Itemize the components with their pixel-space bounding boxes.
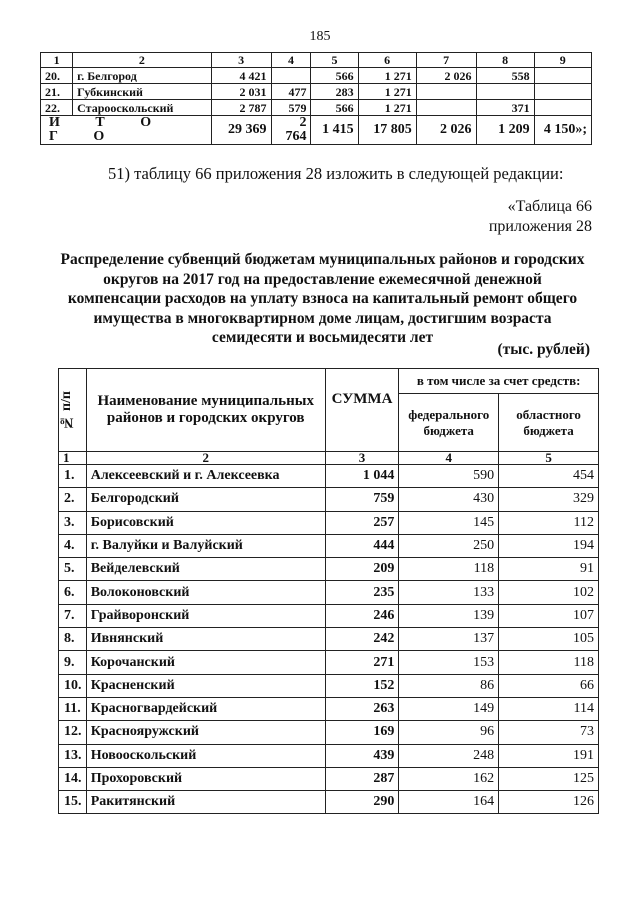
regional-cell: 126 xyxy=(499,791,599,814)
appendix-reference: приложения 28 xyxy=(488,218,592,235)
district-name: Корочанский xyxy=(86,651,325,674)
header-sum: СУММА xyxy=(325,369,399,452)
district-name: Вейделевский xyxy=(86,558,325,581)
sum-cell: 1 044 xyxy=(325,465,399,488)
sum-cell: 759 xyxy=(325,488,399,511)
sum-cell: 439 xyxy=(325,744,399,767)
row-number: 11. xyxy=(59,697,87,720)
sum-cell: 290 xyxy=(325,791,399,814)
value-cell xyxy=(476,84,534,100)
row-number: 3. xyxy=(59,511,87,534)
units-label: (тыс. рублей) xyxy=(497,341,590,358)
col-number: 5 xyxy=(311,53,358,68)
district-name: Красненский xyxy=(86,674,325,697)
sum-cell: 444 xyxy=(325,534,399,557)
header-number-text: № п/п xyxy=(59,390,74,430)
header-regional: областного бюджета xyxy=(499,394,599,452)
total-value: 29 369 xyxy=(211,116,271,145)
table-row xyxy=(41,100,592,116)
value-cell: 4 421 xyxy=(211,68,271,84)
value-cell: 1 271 xyxy=(358,84,416,100)
table-row xyxy=(59,488,599,511)
regional-cell: 114 xyxy=(499,697,599,720)
row-number: 20. xyxy=(41,68,73,84)
sum-cell: 235 xyxy=(325,581,399,604)
value-cell: 558 xyxy=(476,68,534,84)
district-name: г. Валуйки и Валуйский xyxy=(86,534,325,557)
header-row xyxy=(59,369,599,394)
sum-cell: 246 xyxy=(325,604,399,627)
row-number: 22. xyxy=(41,100,73,116)
federal-cell: 86 xyxy=(399,674,499,697)
federal-cell: 248 xyxy=(399,744,499,767)
federal-cell: 139 xyxy=(399,604,499,627)
table-row xyxy=(59,604,599,627)
row-number: 5. xyxy=(59,558,87,581)
row-number: 14. xyxy=(59,767,87,790)
regional-cell: 118 xyxy=(499,651,599,674)
col-number: 7 xyxy=(416,53,476,68)
column-number-row xyxy=(59,452,599,465)
table-row xyxy=(59,558,599,581)
row-number: 13. xyxy=(59,744,87,767)
col-number: 4 xyxy=(271,53,311,68)
regional-cell: 194 xyxy=(499,534,599,557)
row-number: 7. xyxy=(59,604,87,627)
value-cell: 371 xyxy=(476,100,534,116)
table-row xyxy=(59,744,599,767)
sum-cell: 271 xyxy=(325,651,399,674)
value-cell: 2 031 xyxy=(211,84,271,100)
amendment-instruction: 51) таблицу 66 приложения 28 изложить в следующей редакции: xyxy=(108,164,564,183)
col-number: 2 xyxy=(73,53,212,68)
value-cell xyxy=(534,100,591,116)
row-number: 9. xyxy=(59,651,87,674)
value-cell xyxy=(534,84,591,100)
district-name: Красногвардейский xyxy=(86,697,325,720)
regional-cell: 91 xyxy=(499,558,599,581)
table-row xyxy=(59,581,599,604)
value-cell xyxy=(534,68,591,84)
regional-cell: 73 xyxy=(499,721,599,744)
col-number: 1 xyxy=(41,53,73,68)
value-cell: 566 xyxy=(311,100,358,116)
regional-cell: 191 xyxy=(499,744,599,767)
regional-cell: 102 xyxy=(499,581,599,604)
col-number: 8 xyxy=(476,53,534,68)
district-name: Старооскольский xyxy=(73,100,212,116)
table-row xyxy=(59,767,599,790)
federal-cell: 149 xyxy=(399,697,499,720)
sum-cell: 152 xyxy=(325,674,399,697)
header-federal: федерального бюджета xyxy=(399,394,499,452)
district-name: Краснояружский xyxy=(86,721,325,744)
sum-cell: 263 xyxy=(325,697,399,720)
federal-cell: 430 xyxy=(399,488,499,511)
value-cell: 1 271 xyxy=(358,100,416,116)
federal-cell: 250 xyxy=(399,534,499,557)
value-cell xyxy=(416,84,476,100)
federal-cell: 145 xyxy=(399,511,499,534)
district-name: Ивнянский xyxy=(86,628,325,651)
value-cell: 1 271 xyxy=(358,68,416,84)
row-number: 4. xyxy=(59,534,87,557)
total-value: 1 415 xyxy=(311,116,358,145)
col-number: 6 xyxy=(358,53,416,68)
total-value: 17 805 xyxy=(358,116,416,145)
row-number: 8. xyxy=(59,628,87,651)
regional-cell: 112 xyxy=(499,511,599,534)
total-label: И Т О Г О xyxy=(41,116,212,145)
table-row xyxy=(41,84,592,100)
table-row xyxy=(41,68,592,84)
sum-cell: 287 xyxy=(325,767,399,790)
district-name: Новооскольский xyxy=(86,744,325,767)
district-name: Борисовский xyxy=(86,511,325,534)
federal-cell: 162 xyxy=(399,767,499,790)
row-number: 10. xyxy=(59,674,87,697)
total-value: 2 026 xyxy=(416,116,476,145)
federal-cell: 153 xyxy=(399,651,499,674)
table-title: Распределение субвенций бюджетам муниципальных районов и городских округов на 2017 год на предоставление ежемесячной денежной компенсации расходов на уплату взноса на капитальный ремонт общего имущества в многоквартирном доме лицам, достигшим возраста семидесяти и восьмидесяти лет xyxy=(60,251,585,346)
table-row xyxy=(59,697,599,720)
col-number: 3 xyxy=(211,53,271,68)
federal-cell: 96 xyxy=(399,721,499,744)
federal-cell: 164 xyxy=(399,791,499,814)
table-row xyxy=(59,511,599,534)
row-number: 6. xyxy=(59,581,87,604)
col-number: 1 xyxy=(59,452,87,465)
value-cell: 566 xyxy=(311,68,358,84)
value-cell: 579 xyxy=(271,100,311,116)
district-name: Алексеевский и г. Алексеевка xyxy=(86,465,325,488)
value-cell: 477 xyxy=(271,84,311,100)
subvention-table xyxy=(58,368,599,814)
total-row xyxy=(41,116,592,145)
value-cell: 283 xyxy=(311,84,358,100)
federal-cell: 118 xyxy=(399,558,499,581)
district-name: Белгородский xyxy=(86,488,325,511)
total-value: 1 209 xyxy=(476,116,534,145)
table-row xyxy=(59,534,599,557)
district-name: Губкинский xyxy=(73,84,212,100)
col-number: 5 xyxy=(499,452,599,465)
row-number: 2. xyxy=(59,488,87,511)
row-number: 21. xyxy=(41,84,73,100)
federal-cell: 133 xyxy=(399,581,499,604)
col-number: 3 xyxy=(325,452,399,465)
federal-cell: 137 xyxy=(399,628,499,651)
regional-cell: 329 xyxy=(499,488,599,511)
district-name: Ракитянский xyxy=(86,791,325,814)
district-name: г. Белгород xyxy=(73,68,212,84)
regional-cell: 454 xyxy=(499,465,599,488)
column-number-row xyxy=(41,53,592,68)
header-number xyxy=(59,369,87,452)
table-row xyxy=(59,465,599,488)
regional-cell: 105 xyxy=(499,628,599,651)
table-row xyxy=(59,628,599,651)
district-name: Грайворонский xyxy=(86,604,325,627)
value-cell: 2 787 xyxy=(211,100,271,116)
table-reference: «Таблица 66 xyxy=(507,198,592,215)
row-number: 12. xyxy=(59,721,87,744)
sum-cell: 257 xyxy=(325,511,399,534)
regional-cell: 66 xyxy=(499,674,599,697)
table-row xyxy=(59,721,599,744)
page-number: 185 xyxy=(309,29,331,44)
col-number: 4 xyxy=(399,452,499,465)
total-value: 4 150»; xyxy=(534,116,591,145)
value-cell xyxy=(416,100,476,116)
header-including: в том числе за счет средств: xyxy=(399,369,599,394)
value-cell xyxy=(271,68,311,84)
continued-table xyxy=(40,52,592,145)
district-name: Прохоровский xyxy=(86,767,325,790)
regional-cell: 107 xyxy=(499,604,599,627)
sum-cell: 169 xyxy=(325,721,399,744)
value-cell: 2 026 xyxy=(416,68,476,84)
col-number: 2 xyxy=(86,452,325,465)
header-name: Наименование муниципальных районов и городских округов xyxy=(86,369,325,452)
row-number: 1. xyxy=(59,465,87,488)
table-row xyxy=(59,651,599,674)
table-row xyxy=(59,791,599,814)
federal-cell: 590 xyxy=(399,465,499,488)
sum-cell: 242 xyxy=(325,628,399,651)
district-name: Волоконовский xyxy=(86,581,325,604)
col-number: 9 xyxy=(534,53,591,68)
row-number: 15. xyxy=(59,791,87,814)
table-row xyxy=(59,674,599,697)
total-value: 2 764 xyxy=(271,116,311,145)
regional-cell: 125 xyxy=(499,767,599,790)
sum-cell: 209 xyxy=(325,558,399,581)
